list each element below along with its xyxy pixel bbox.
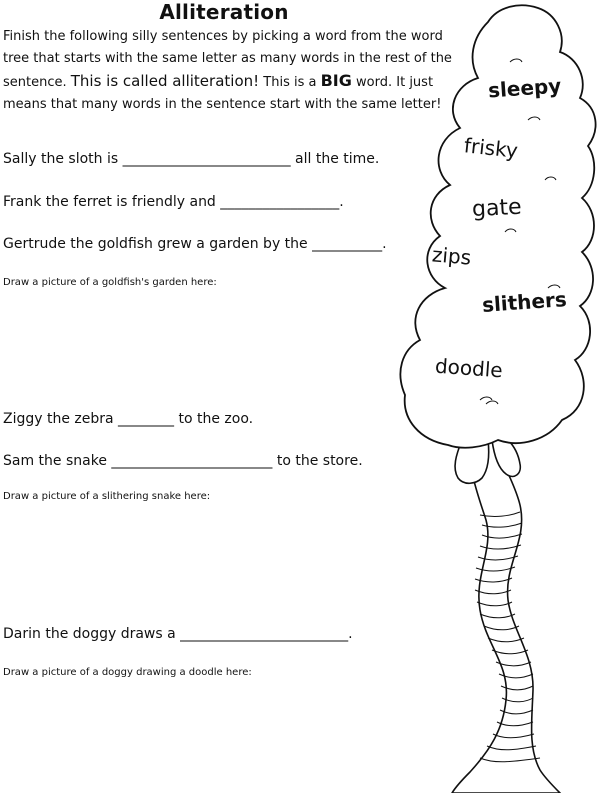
instructions-text-2: This is a xyxy=(263,75,317,90)
tree-word-frisky: frisky xyxy=(462,133,520,163)
sentence-frank: Frank the ferret is friendly and _________________. xyxy=(3,194,344,210)
sentence-sam: Sam the snake _______________________ to the store. xyxy=(3,453,363,469)
drawing-prompt-doggy: Draw a picture of a doggy drawing a doodle here: xyxy=(3,667,252,678)
sentence-gertrude: Gertrude the goldfish grew a garden by the __________. xyxy=(3,236,387,252)
instructions-emphasis: This is called alliteration! xyxy=(70,72,260,90)
drawing-prompt-snake: Draw a picture of a slithering snake here: xyxy=(3,491,211,502)
tree-word-slithers: slithers xyxy=(481,287,568,317)
tree-word-sleepy: sleepy xyxy=(487,73,562,103)
page-title: Alliteration xyxy=(159,0,289,24)
tree-word-doodle: doodle xyxy=(434,353,504,383)
instructions-big-word: BIG xyxy=(320,71,352,90)
tree-word-zips: zips xyxy=(431,242,473,270)
sentence-sally: Sally the sloth is ________________________ all the time. xyxy=(3,151,380,167)
sentence-darin: Darin the doggy draws a ________________________. xyxy=(3,626,353,642)
instructions-text-3: word. It just means that many words in the sentence start with the same letter! xyxy=(3,75,442,112)
tree-trunk xyxy=(452,440,560,793)
sentence-ziggy: Ziggy the zebra ________ to the zoo. xyxy=(3,411,254,427)
tree-word-gate: gate xyxy=(471,194,523,223)
drawing-prompt-goldfish: Draw a picture of a goldfish's garden here: xyxy=(3,277,217,288)
instructions-text: Finish the following silly sentences by picking a word from the word tree that starts with the same letter as many words in the rest of the sentence. xyxy=(3,29,452,90)
